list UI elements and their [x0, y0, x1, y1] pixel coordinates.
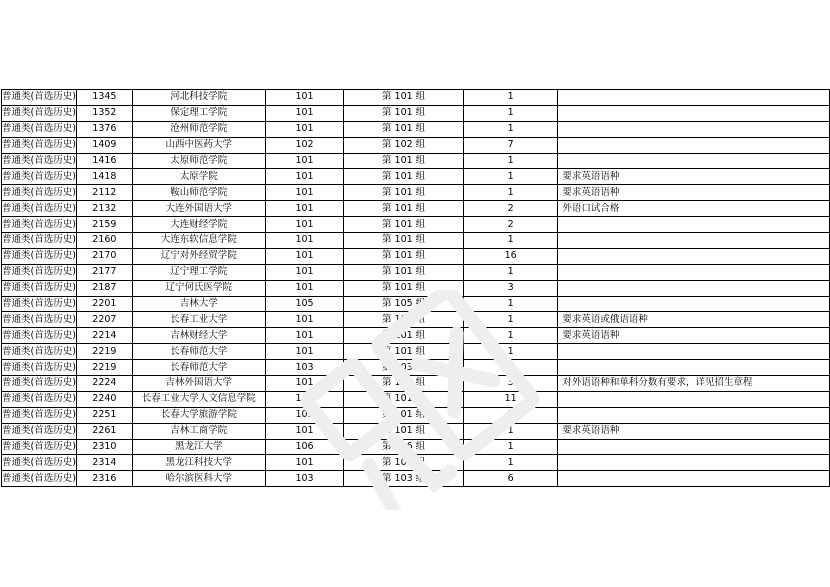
- category-cell: 普通类(首选历史): [2, 407, 77, 423]
- note-cell: [558, 471, 830, 487]
- table-row: [2, 169, 830, 185]
- note-cell: [558, 344, 830, 360]
- note-cell: [558, 105, 830, 121]
- group-cell: 第 105 组: [344, 296, 464, 312]
- table-row: [2, 153, 830, 169]
- major-group-code-cell: 102: [265, 137, 344, 153]
- plan-count-cell: 3: [463, 280, 558, 296]
- table-body: [2, 90, 830, 487]
- plan-count-cell: 3: [463, 376, 558, 392]
- school-code-cell: 2160: [76, 233, 132, 249]
- major-group-code-cell: 101: [265, 201, 344, 217]
- plan-count-cell: 1: [463, 423, 558, 439]
- school-name-cell: 鞍山师范学院: [132, 185, 265, 201]
- major-group-code-cell: 101: [265, 217, 344, 233]
- plan-count-cell: 1: [463, 360, 558, 376]
- plan-count-cell: 11: [463, 391, 558, 407]
- school-code-cell: 1345: [76, 90, 132, 106]
- note-cell: [558, 360, 830, 376]
- plan-count-cell: 1: [463, 455, 558, 471]
- table-row: [2, 233, 830, 249]
- school-name-cell: 长春师范大学: [132, 344, 265, 360]
- major-group-code-cell: 101: [265, 153, 344, 169]
- note-cell: [558, 391, 830, 407]
- plan-count-cell: 1: [463, 121, 558, 137]
- group-cell: 第 101 组: [344, 201, 464, 217]
- note-cell: [558, 439, 830, 455]
- school-name-cell: 山西中医药大学: [132, 137, 265, 153]
- school-code-cell: 2310: [76, 439, 132, 455]
- school-name-cell: 黑龙江大学: [132, 439, 265, 455]
- category-cell: 普通类(首选历史): [2, 217, 77, 233]
- table-row: [2, 217, 830, 233]
- school-name-cell: 河北科技学院: [132, 90, 265, 106]
- school-code-cell: 2170: [76, 248, 132, 264]
- group-cell: 第 101 组: [344, 455, 464, 471]
- school-code-cell: 2112: [76, 185, 132, 201]
- school-name-cell: 吉林大学: [132, 296, 265, 312]
- category-cell: 普通类(首选历史): [2, 455, 77, 471]
- group-cell: 第 101 组: [344, 185, 464, 201]
- major-group-code-cell: 101: [265, 233, 344, 249]
- plan-count-cell: 1: [463, 233, 558, 249]
- category-cell: 普通类(首选历史): [2, 328, 77, 344]
- table-row: [2, 248, 830, 264]
- school-code-cell: 2316: [76, 471, 132, 487]
- school-name-cell: 吉林财经大学: [132, 328, 265, 344]
- school-name-cell: 吉林外国语大学: [132, 376, 265, 392]
- table-row: [2, 296, 830, 312]
- note-cell: 要求英语语种: [558, 328, 830, 344]
- plan-count-cell: 1: [463, 296, 558, 312]
- note-cell: [558, 296, 830, 312]
- major-group-code-cell: 106: [265, 439, 344, 455]
- school-code-cell: 2314: [76, 455, 132, 471]
- major-group-code-cell: 101: [265, 312, 344, 328]
- table-row: [2, 376, 830, 392]
- table-row: [2, 471, 830, 487]
- note-cell: [558, 90, 830, 106]
- school-code-cell: 2224: [76, 376, 132, 392]
- category-cell: 普通类(首选历史): [2, 280, 77, 296]
- major-group-code-cell: 103: [265, 471, 344, 487]
- plan-count-cell: 1: [463, 153, 558, 169]
- note-cell: 外语口试合格: [558, 201, 830, 217]
- school-code-cell: 1416: [76, 153, 132, 169]
- group-cell: 第 101 组: [344, 121, 464, 137]
- school-code-cell: 2132: [76, 201, 132, 217]
- category-cell: 普通类(首选历史): [2, 90, 77, 106]
- school-code-cell: 2207: [76, 312, 132, 328]
- category-cell: 普通类(首选历史): [2, 360, 77, 376]
- major-group-code-cell: 101: [265, 248, 344, 264]
- school-name-cell: 长春师范大学: [132, 360, 265, 376]
- category-cell: 普通类(首选历史): [2, 312, 77, 328]
- school-code-cell: 2214: [76, 328, 132, 344]
- plan-count-cell: 1: [463, 185, 558, 201]
- group-cell: 第 101 组: [344, 153, 464, 169]
- table-row: [2, 90, 830, 106]
- major-group-code-cell: 101: [265, 121, 344, 137]
- major-group-code-cell: 105: [265, 296, 344, 312]
- note-cell: [558, 407, 830, 423]
- note-cell: [558, 264, 830, 280]
- school-name-cell: 太原师范学院: [132, 153, 265, 169]
- school-code-cell: 2201: [76, 296, 132, 312]
- category-cell: 普通类(首选历史): [2, 423, 77, 439]
- category-cell: 普通类(首选历史): [2, 201, 77, 217]
- table-row: [2, 264, 830, 280]
- school-name-cell: 辽宁理工学院: [132, 264, 265, 280]
- major-group-code-cell: 101: [265, 423, 344, 439]
- admission-plan-table: [1, 89, 830, 487]
- major-group-code-cell: 101: [265, 328, 344, 344]
- category-cell: 普通类(首选历史): [2, 344, 77, 360]
- group-cell: 第 101 组: [344, 105, 464, 121]
- group-cell: 第 101 组: [344, 217, 464, 233]
- major-group-code-cell: 101: [265, 169, 344, 185]
- category-cell: 普通类(首选历史): [2, 439, 77, 455]
- table-row: [2, 423, 830, 439]
- major-group-code-cell: 103: [265, 360, 344, 376]
- note-cell: 对外语语种和单科分数有要求，详见招生章程: [558, 376, 830, 392]
- school-code-cell: 2261: [76, 423, 132, 439]
- group-cell: 第 101 组: [344, 391, 464, 407]
- category-cell: 普通类(首选历史): [2, 391, 77, 407]
- note-cell: 要求英语语种: [558, 423, 830, 439]
- plan-count-cell: 1: [463, 328, 558, 344]
- group-cell: 第 101 组: [344, 407, 464, 423]
- school-code-cell: 1376: [76, 121, 132, 137]
- note-cell: [558, 455, 830, 471]
- school-name-cell: 保定理工学院: [132, 105, 265, 121]
- table-row: [2, 201, 830, 217]
- group-cell: 第 101 组: [344, 264, 464, 280]
- group-cell: 第 103 组: [344, 471, 464, 487]
- table-row: [2, 344, 830, 360]
- group-cell: 第 101 组: [344, 90, 464, 106]
- category-cell: 普通类(首选历史): [2, 248, 77, 264]
- major-group-code-cell: 101: [265, 344, 344, 360]
- group-cell: 第 101 组: [344, 248, 464, 264]
- plan-count-cell: 1: [463, 264, 558, 280]
- school-code-cell: 2187: [76, 280, 132, 296]
- school-name-cell: 长春大学旅游学院: [132, 407, 265, 423]
- school-name-cell: 哈尔滨医科大学: [132, 471, 265, 487]
- group-cell: 第 102 组: [344, 137, 464, 153]
- school-name-cell: 大连财经学院: [132, 217, 265, 233]
- school-name-cell: 太原学院: [132, 169, 265, 185]
- group-cell: 第 106 组: [344, 439, 464, 455]
- category-cell: 普通类(首选历史): [2, 169, 77, 185]
- school-name-cell: 大连东软信息学院: [132, 233, 265, 249]
- plan-count-cell: 1: [463, 105, 558, 121]
- note-cell: [558, 121, 830, 137]
- category-cell: 普通类(首选历史): [2, 471, 77, 487]
- group-cell: 第 101 组: [344, 376, 464, 392]
- school-code-cell: 1409: [76, 137, 132, 153]
- category-cell: 普通类(首选历史): [2, 376, 77, 392]
- category-cell: 普通类(首选历史): [2, 105, 77, 121]
- plan-count-cell: 2: [463, 201, 558, 217]
- note-cell: [558, 137, 830, 153]
- school-name-cell: 长春工业大学人文信息学院: [132, 391, 265, 407]
- major-group-code-cell: 101: [265, 264, 344, 280]
- table-row: [2, 407, 830, 423]
- plan-count-cell: 7: [463, 137, 558, 153]
- category-cell: 普通类(首选历史): [2, 233, 77, 249]
- note-cell: 要求英语语种: [558, 169, 830, 185]
- category-cell: 普通类(首选历史): [2, 185, 77, 201]
- plan-count-cell: 16: [463, 248, 558, 264]
- major-group-code-cell: 101: [265, 407, 344, 423]
- major-group-code-cell: 101: [265, 391, 344, 407]
- note-cell: [558, 280, 830, 296]
- note-cell: 要求英语语种: [558, 185, 830, 201]
- school-code-cell: 2177: [76, 264, 132, 280]
- category-cell: 普通类(首选历史): [2, 264, 77, 280]
- category-cell: 普通类(首选历史): [2, 296, 77, 312]
- note-cell: [558, 233, 830, 249]
- group-cell: 第 101 组: [344, 423, 464, 439]
- major-group-code-cell: 101: [265, 185, 344, 201]
- table-row: [2, 360, 830, 376]
- school-code-cell: 2159: [76, 217, 132, 233]
- school-name-cell: 长春工业大学: [132, 312, 265, 328]
- school-code-cell: 2251: [76, 407, 132, 423]
- major-group-code-cell: 101: [265, 105, 344, 121]
- table-row: [2, 137, 830, 153]
- plan-count-cell: 2: [463, 407, 558, 423]
- group-cell: 第 101 组: [344, 233, 464, 249]
- school-name-cell: 辽宁何氏医学院: [132, 280, 265, 296]
- major-group-code-cell: 101: [265, 455, 344, 471]
- category-cell: 普通类(首选历史): [2, 153, 77, 169]
- table-row: [2, 185, 830, 201]
- plan-count-cell: 1: [463, 169, 558, 185]
- school-code-cell: 1418: [76, 169, 132, 185]
- table-row: [2, 455, 830, 471]
- table-row: [2, 105, 830, 121]
- major-group-code-cell: 101: [265, 280, 344, 296]
- plan-count-cell: 1: [463, 439, 558, 455]
- school-name-cell: 黑龙江科技大学: [132, 455, 265, 471]
- school-code-cell: 2219: [76, 344, 132, 360]
- table-row: [2, 280, 830, 296]
- note-cell: [558, 217, 830, 233]
- school-code-cell: 1352: [76, 105, 132, 121]
- school-name-cell: 辽宁对外经贸学院: [132, 248, 265, 264]
- school-name-cell: 吉林工商学院: [132, 423, 265, 439]
- group-cell: 第 101 组: [344, 280, 464, 296]
- category-cell: 普通类(首选历史): [2, 121, 77, 137]
- group-cell: 第 103 组: [344, 360, 464, 376]
- school-code-cell: 2240: [76, 391, 132, 407]
- table-row: [2, 328, 830, 344]
- table-row: [2, 121, 830, 137]
- group-cell: 第 101 组: [344, 169, 464, 185]
- note-cell: 要求英语或俄语语种: [558, 312, 830, 328]
- school-name-cell: 大连外国语大学: [132, 201, 265, 217]
- major-group-code-cell: 101: [265, 90, 344, 106]
- note-cell: [558, 248, 830, 264]
- school-code-cell: 2219: [76, 360, 132, 376]
- plan-count-cell: 1: [463, 90, 558, 106]
- major-group-code-cell: 101: [265, 376, 344, 392]
- note-cell: [558, 153, 830, 169]
- school-name-cell: 沧州师范学院: [132, 121, 265, 137]
- category-cell: 普通类(首选历史): [2, 137, 77, 153]
- group-cell: 第 101 组: [344, 344, 464, 360]
- plan-count-cell: 1: [463, 312, 558, 328]
- plan-count-cell: 1: [463, 344, 558, 360]
- table-row: [2, 391, 830, 407]
- plan-count-cell: 6: [463, 471, 558, 487]
- table-row: [2, 312, 830, 328]
- table-row: [2, 439, 830, 455]
- group-cell: 第 101 组: [344, 312, 464, 328]
- plan-count-cell: 2: [463, 217, 558, 233]
- group-cell: 第 101 组: [344, 328, 464, 344]
